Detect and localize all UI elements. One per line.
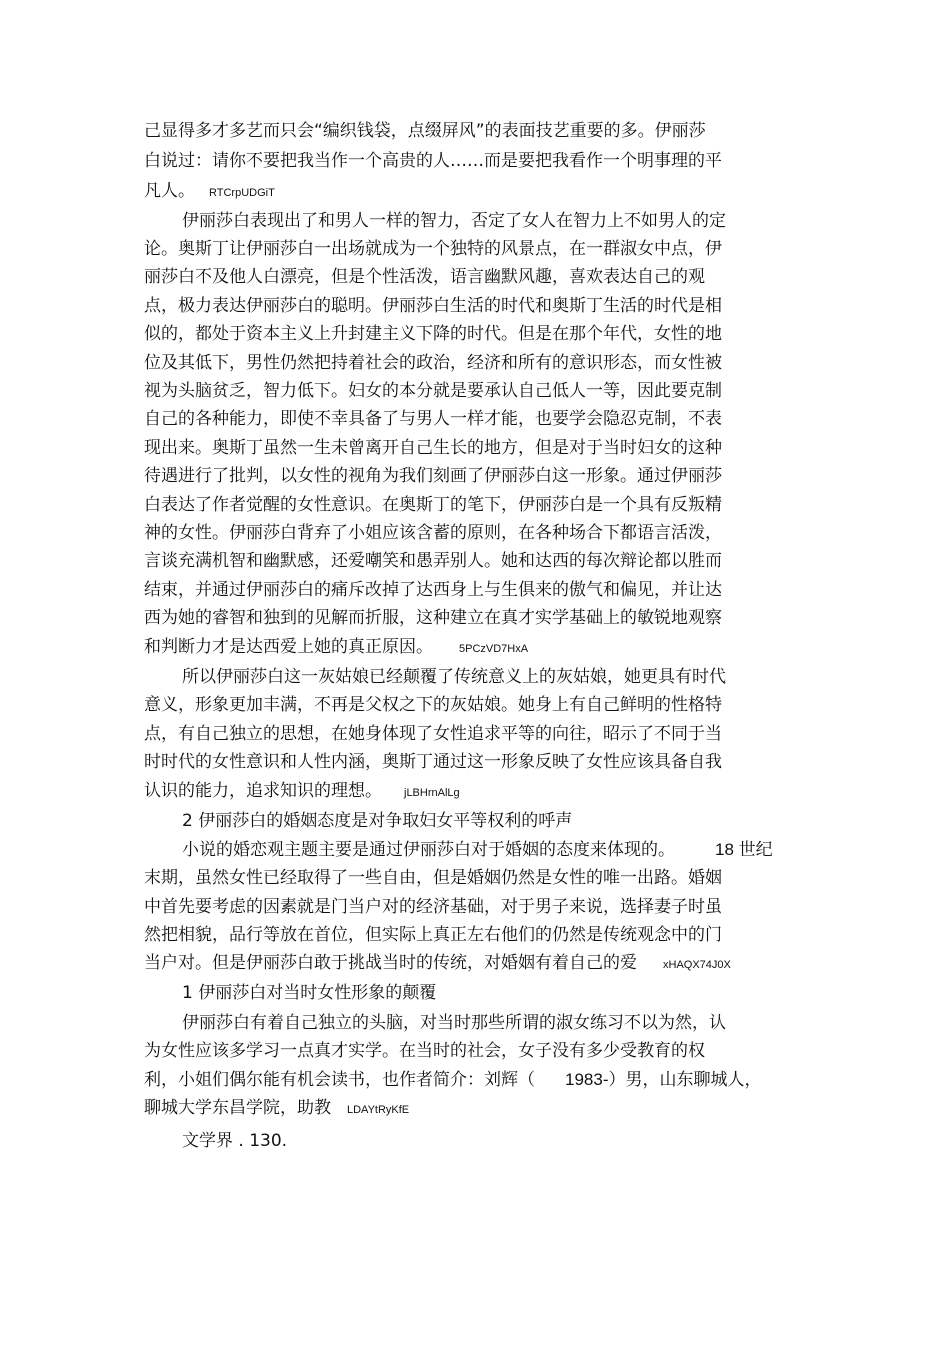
line-code: LDAYtRyKfE [347,1104,410,1116]
text-line [144,408,722,432]
line-tail: 18 世纪 [715,840,773,859]
section-heading [182,982,436,1006]
text-line [144,522,722,546]
line-text: 神的女性。伊丽莎白背弃了小姐应该含蓄的原则，在各种场合下都语言活泼， [144,523,722,543]
text-line [144,924,722,948]
text-line [144,380,722,404]
line-text: 位及其低下，男性仍然把持着社会的政治，经济和所有的意识形态，而女性被 [144,353,722,373]
line-text: 利，小姐们偶尔能有机会读书，也作者简介：刘辉（ [144,1070,535,1090]
line-code: 5PCzVD7HxA [459,643,529,655]
text-line [144,266,705,290]
paragraph-start [182,1012,726,1036]
text-line [144,238,722,262]
paragraph-start [182,839,773,863]
text-line [144,465,722,489]
text-line [144,723,722,747]
line-code: RTCrpUDGiT [209,187,275,199]
text-line [144,867,722,891]
line-text: 当户对。但是伊丽莎白敢于挑战当时的传统，对婚姻有着自己的爱 [144,953,637,973]
line-text: 白表达了作者觉醒的女性意识。在奥斯丁的笔下，伊丽莎白是一个具有反叛精 [144,495,722,515]
line-text: 白说过：请你不要把我当作一个高贵的人……而是要把我看作一个明事理的平 [144,151,722,171]
line-text: 丽莎白不及他人白漂亮，但是个性活泼，语言幽默风趣，喜欢表达自己的观 [144,267,705,287]
line-text: 待遇进行了批判，以女性的视角为我们刻画了伊丽莎白这一形象。通过伊丽莎 [144,466,722,486]
line-text: 1 伊丽莎白对当时女性形象的颠覆 [182,983,437,1003]
text-line [144,437,722,461]
line-text: 视为头脑贫乏，智力低下。妇女的本分就是要承认自己低人一等，因此要克制 [144,381,722,401]
line-text: 点，极力表达伊丽莎白的聪明。伊丽莎白生活的时代和奥斯丁生活的时代是相 [144,296,722,316]
line-text: 聊城大学东昌学院，助教 [144,1098,331,1118]
text-line [144,352,722,376]
line-text: 己显得多才多艺而只会“编织钱袋，点缀屏风”的表面技艺重要的多。伊丽莎 [144,121,706,141]
line-text: 伊丽莎白有着自己独立的头脑，对当时那些所谓的淑女练习不以为然，认 [182,1013,726,1033]
text-line [144,150,722,174]
line-text: 点，有自己独立的思想，在她身体现了女性追求平等的向往，昭示了不同于当 [144,724,722,744]
text-line [144,694,722,718]
text-line [144,295,722,319]
line-text: 小说的婚恋观主题主要是通过伊丽莎白对于婚姻的态度来体现的。 [182,840,675,860]
text-line [144,780,460,804]
line-text: 然把相貌，品行等放在首位，但实际上真正左右他们的仍然是传统观念中的门 [144,925,722,945]
line-text: 中首先要考虑的因素就是门当户对的经济基础，对于男子来说，选择妻子时虽 [144,897,722,917]
footnote [182,1130,287,1154]
line-text: 似的，都处于资本主义上升封建主义下降的时代。但是在那个年代，女性的地 [144,324,722,344]
line-text: 自己的各种能力，即使不幸具备了与男人一样才能，也要学会隐忍克制，不表 [144,409,722,429]
line-text: 时时代的女性意识和人性内涵，奥斯丁通过这一形象反映了女性应该具备自我 [144,752,722,772]
text-line [144,607,722,631]
paragraph-start [182,666,726,690]
line-text: 和判断力才是达西爱上她的真正原因。 [144,637,433,657]
text-line [144,494,722,518]
text-line [144,952,731,976]
text-line [144,550,722,574]
text-line [144,751,722,775]
line-tail: 1983-）男，山东聊城人， [565,1070,762,1089]
line-text: 为女性应该多学习一点真才实学。在当时的社会，女子没有多少受教育的权 [144,1041,705,1061]
line-text: 伊丽莎白表现出了和男人一样的智力，否定了女人在智力上不如男人的定 [182,211,726,231]
line-text: 言谈充满机智和幽默感，还爱嘲笑和愚弄别人。她和达西的每次辩论都以胜而 [144,551,722,571]
line-text: 认识的能力，追求知识的理想。 [144,781,382,801]
text-line [144,579,722,603]
text-line [144,896,722,920]
text-line [144,1040,705,1064]
line-text: 西为她的睿智和独到的见解而折服，这种建立在真才实学基础上的敏锐地观察 [144,608,722,628]
text-line [144,1069,761,1093]
text-line [144,323,722,347]
text-line [144,120,706,144]
line-text: 结束，并通过伊丽莎白的痛斥改掉了达西身上与生俱来的傲气和偏见，并让达 [144,580,722,600]
line-text: 凡人。 [144,181,195,201]
text-line [144,1097,409,1121]
line-code: jLBHrnAlLg [404,787,460,799]
line-text: 现出来。奥斯丁虽然一生未曾离开自己生长的地方，但是对于当时妇女的这种 [144,438,722,458]
line-text: 末期，虽然女性已经取得了一些自由，但是婚姻仍然是女性的唯一出路。婚姻 [144,868,722,888]
line-text: 论。奥斯丁让伊丽莎白一出场就成为一个独特的风景点，在一群淑女中点，伊 [144,239,722,259]
line-code: xHAQX74J0X [663,959,731,971]
section-heading [182,810,572,834]
line-text: 文学界 . 130. [182,1131,288,1151]
line-text: 意义，形象更加丰满，不再是父权之下的灰姑娘。她身上有自己鲜明的性格特 [144,695,722,715]
paragraph-start [182,210,726,234]
line-text: 所以伊丽莎白这一灰姑娘已经颠覆了传统意义上的灰姑娘，她更具有时代 [182,667,726,687]
text-line [144,180,275,204]
text-line [144,636,528,660]
line-text: 2 伊丽莎白的婚姻态度是对争取妇女平等权利的呼声 [182,811,573,831]
